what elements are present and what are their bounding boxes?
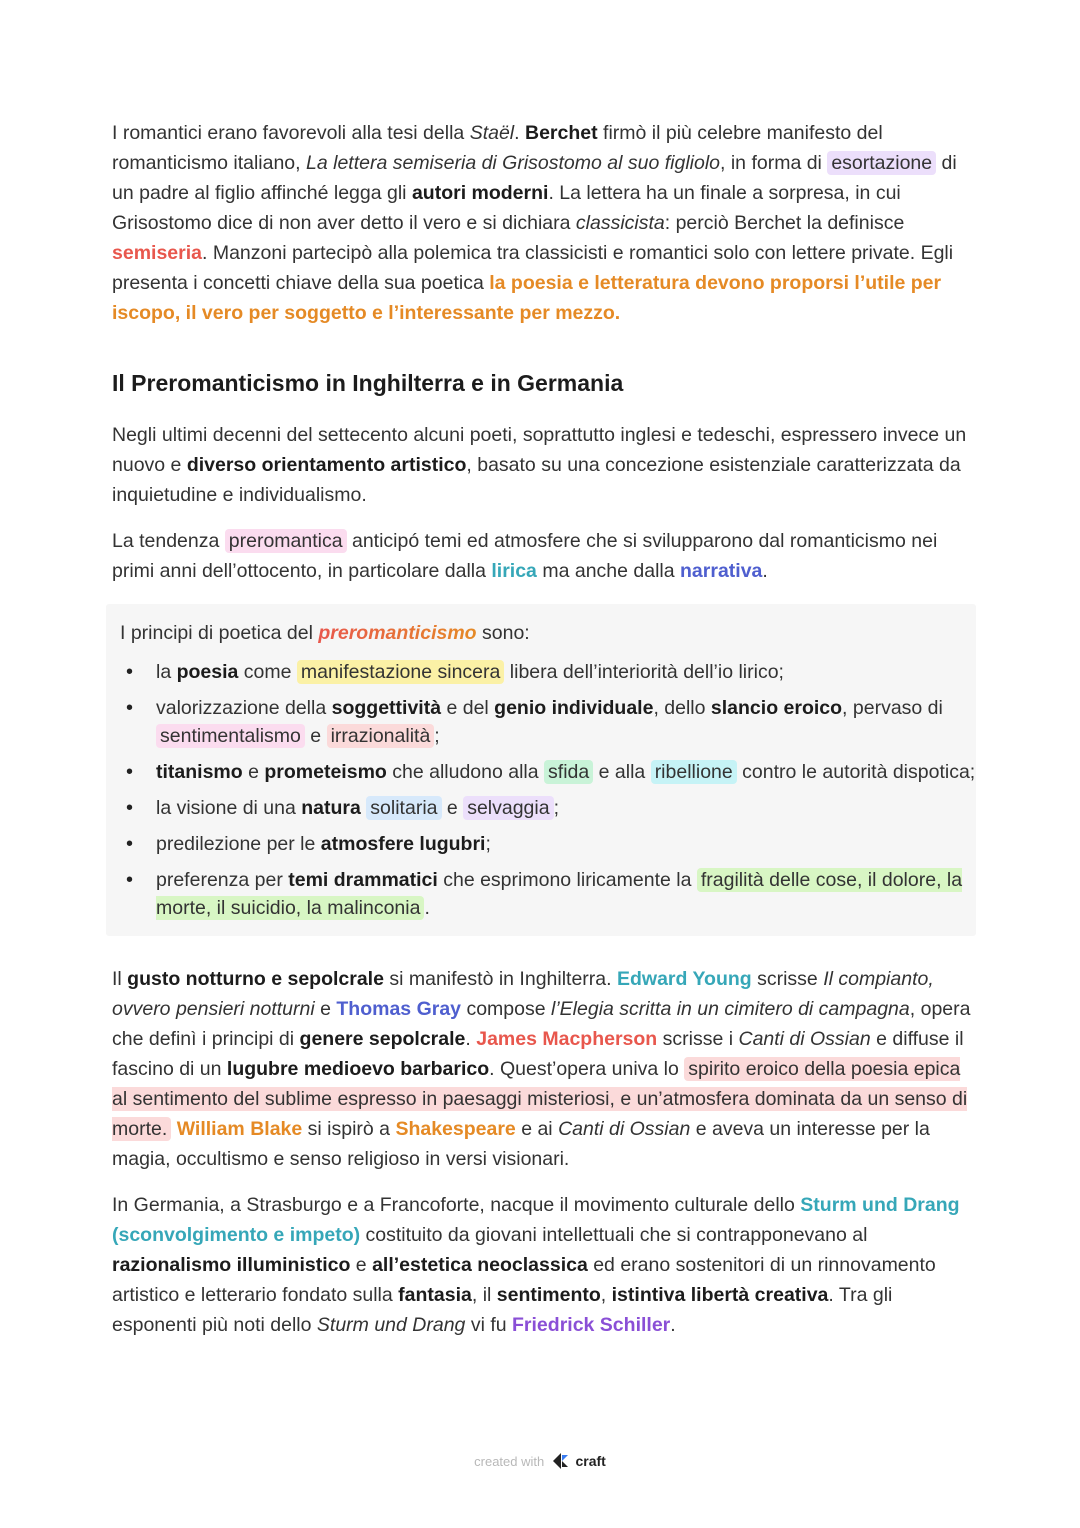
- highlight-manifestazione: manifestazione sincera: [297, 660, 504, 684]
- text: .: [514, 122, 525, 144]
- colored-friedrick-schiller: Friedrick Schiller: [512, 1314, 671, 1336]
- text: come: [238, 661, 297, 683]
- highlight-irrazionalita: irrazionalità: [327, 724, 435, 748]
- text-gusto-notturno: gusto notturno e sepolcrale: [127, 968, 384, 990]
- text: costituito da giovani intellettuali che si contrapponevano al: [360, 1224, 868, 1246]
- paragraph-germania: [112, 1190, 972, 1340]
- colored-semiseria: semiseria: [112, 242, 202, 264]
- text: la: [156, 661, 177, 683]
- text: e: [314, 998, 337, 1020]
- highlight-fragilita: fragilità delle cose, il dolore, la morte, il suicidio, la malinconia: [156, 869, 963, 919]
- list-item: [120, 658, 976, 686]
- text: I principi di poetica del: [120, 622, 319, 644]
- colored-thomas-gray: Thomas Gray: [336, 998, 462, 1020]
- section-heading: Il Preromanticismo in Inghilterra e in Germania: [112, 370, 624, 396]
- text: e diffuse il fascino di un: [112, 1028, 964, 1080]
- text-bold: atmosfere lugubri: [320, 833, 486, 855]
- text: .: [465, 1028, 477, 1050]
- text-autori-moderni: autori moderni: [411, 182, 549, 204]
- text: la visione di una: [156, 797, 302, 819]
- text: si manifestò in Inghilterra.: [383, 968, 617, 990]
- paragraph-ultimi-decenni: [112, 420, 972, 510]
- text: scrisse: [751, 968, 824, 990]
- colored-james-macpherson: James Macpherson: [476, 1028, 658, 1050]
- highlight-spirito-eroico: spirito eroico della poesia epica al sentimento del sublime espresso in paesaggi misteriosi, e un’atmosfera dominata da un senso di morte.: [112, 1058, 968, 1140]
- text: e alla: [593, 761, 651, 783]
- highlight-sfida: sfida: [544, 760, 593, 784]
- text: , basato su una concezione esistenziale caratterizzata da inquietudine e individualismo.: [112, 454, 961, 506]
- footer-created-with: [0, 1452, 1080, 1470]
- text-sturm-italic: Sturm und Drang: [316, 1314, 466, 1336]
- text: . Quest’opera univa lo: [489, 1058, 685, 1080]
- text-stael: Staël: [469, 122, 515, 144]
- text-compianto-title: Il compianto, ovvero pensieri notturni: [112, 968, 934, 1020]
- text: ,: [600, 1284, 612, 1306]
- colored-shakespeare: Shakespeare: [395, 1118, 516, 1140]
- text: e: [441, 797, 464, 819]
- text: compose: [461, 998, 551, 1020]
- text-lugubre-medioevo: lugubre medioevo barbarico: [226, 1058, 490, 1080]
- text: vi fu: [465, 1314, 513, 1336]
- text: predilezione per le: [156, 833, 321, 855]
- text: ;: [485, 833, 491, 855]
- text: .: [670, 1314, 676, 1336]
- text: sono:: [476, 622, 530, 644]
- footer-brand: craft: [575, 1453, 606, 1469]
- colored-poetica-manzoni: la poesia e letteratura devono proporsi l’utile per iscopo, il vero per soggetto e l’interessante per mezzo.: [112, 272, 942, 324]
- text-istintiva-liberta: istintiva libertà creativa: [611, 1284, 829, 1306]
- text-bold: temi drammatici: [288, 869, 438, 891]
- text-elegia-title: l’Elegia scritta in un cimitero di campagna: [551, 998, 910, 1020]
- highlight-esortazione: esortazione: [827, 151, 936, 175]
- text-diverso-orientamento: diverso orientamento artistico: [186, 454, 467, 476]
- text: anticipó temi ed atmosfere che si svilupparono dal romanticismo nei primi anni dell’ottocento, in particolare dalla: [112, 530, 938, 582]
- document-page: [112, 118, 976, 1340]
- text: scrisse i: [657, 1028, 739, 1050]
- text-sentimento: sentimento: [496, 1284, 601, 1306]
- highlight-selvaggia: selvaggia: [463, 796, 553, 820]
- list-item: [120, 830, 976, 858]
- text: , in forma di: [720, 152, 828, 174]
- text-bold: titanismo: [156, 761, 243, 783]
- highlight-solitaria: solitaria: [366, 796, 441, 820]
- callout-principi: [106, 604, 976, 936]
- text: Il: [112, 968, 128, 990]
- text: ;: [553, 797, 559, 819]
- craft-logo-icon: [552, 1452, 570, 1470]
- text: e: [242, 761, 265, 783]
- highlight-sentimentalismo: sentimentalismo: [156, 724, 305, 748]
- text: contro le autorità dispotica;: [736, 761, 976, 783]
- text-fantasia: fantasia: [398, 1284, 472, 1306]
- text-bold: natura: [301, 797, 361, 819]
- text: libera dell’interiorità dell’io lirico;: [504, 661, 784, 683]
- text-bold: prometeismo: [264, 761, 387, 783]
- text: ma anche dalla: [536, 560, 681, 582]
- colored-lirica: lirica: [491, 560, 537, 582]
- text: I romantici erano favorevoli alla tesi della: [112, 122, 470, 144]
- paragraph-tendenza: [112, 526, 972, 586]
- text: Negli ultimi decenni del settecento alcuni poeti, soprattutto inglesi e tedeschi, espressero invece un nuovo e: [112, 424, 967, 476]
- highlight-ribellione: ribellione: [651, 760, 737, 784]
- text: , opera che definì i principi di: [112, 998, 971, 1050]
- list-item: [120, 866, 976, 922]
- text: . Manzoni partecipò alla polemica tra classicisti e romantici solo con lettere private. Egli presenta i concetti chiave della sua poetica: [112, 242, 954, 294]
- text: che esprimono liricamente la: [437, 869, 697, 891]
- list-item: [120, 694, 976, 750]
- text-razionalismo: razionalismo illuministico: [112, 1254, 351, 1276]
- text: e: [304, 725, 327, 747]
- text: di un padre al figlio affinché legga gli: [112, 152, 957, 204]
- text: , dello: [653, 697, 711, 719]
- text: . Tra gli esponenti più noti dello: [112, 1284, 893, 1336]
- callout-intro: [120, 618, 976, 648]
- colored-preromanticismo: preromanticismo: [318, 622, 477, 644]
- text-ossian-title: Canti di Ossian: [738, 1028, 871, 1050]
- text: che alludono alla: [386, 761, 545, 783]
- text: valorizzazione della: [156, 697, 332, 719]
- text-lettera-title: La lettera semiseria di Grisostomo al suo figliolo: [306, 152, 721, 174]
- text: In Germania, a Strasburgo e a Francoforte, nacque il movimento culturale dello: [112, 1194, 801, 1216]
- paragraph-gusto-notturno: [112, 964, 972, 1174]
- text-bold: genio individuale: [494, 697, 654, 719]
- text-ossian-title: Canti di Ossian: [558, 1118, 691, 1140]
- text-classicista: classicista: [575, 212, 665, 234]
- text: ;: [434, 725, 440, 747]
- text: si ispirò a: [302, 1118, 396, 1140]
- text-bold: slancio eroico: [710, 697, 843, 719]
- colored-narrativa: narrativa: [680, 560, 763, 582]
- principi-list: [120, 658, 976, 922]
- text: .: [424, 897, 430, 919]
- text-berchet: Berchet: [524, 122, 598, 144]
- text: : perciò Berchet la definisce: [664, 212, 905, 234]
- colored-william-blake: William Blake: [176, 1118, 303, 1140]
- colored-edward-young: Edward Young: [616, 968, 752, 990]
- text: e ai: [515, 1118, 559, 1140]
- text: ed erano sostenitori di un rinnovamento artistico e letterario fondato sulla: [112, 1254, 936, 1306]
- list-item: [120, 794, 976, 822]
- text: e aveva un interesse per la magia, occultismo e senso religioso in versi visionari.: [112, 1118, 930, 1170]
- text: , pervaso di: [842, 697, 943, 719]
- text: e del: [441, 697, 495, 719]
- text: e: [350, 1254, 373, 1276]
- paragraph-romantici: [112, 118, 972, 328]
- text: . La lettera ha un finale a sorpresa, in cui Grisostomo dice di non aver detto il vero e si dichiara: [112, 182, 901, 234]
- text: preferenza per: [156, 869, 289, 891]
- colored-sturm-und-drang: Sturm und Drang (sconvolgimento e impeto): [112, 1194, 960, 1246]
- list-item: [120, 758, 976, 786]
- footer-text: created with: [474, 1454, 545, 1469]
- text: .: [762, 560, 768, 582]
- text-bold: soggettività: [331, 697, 442, 719]
- text-estetica-neoclassica: all’estetica neoclassica: [372, 1254, 588, 1276]
- text: , il: [471, 1284, 497, 1306]
- text-genere-sepolcrale: genere sepolcrale: [299, 1028, 466, 1050]
- text-bold: poesia: [176, 661, 239, 683]
- text: La tendenza: [112, 530, 225, 552]
- highlight-preromantica: preromantica: [225, 529, 347, 553]
- text: firmò il più celebre manifesto del romanticismo italiano,: [112, 122, 883, 174]
